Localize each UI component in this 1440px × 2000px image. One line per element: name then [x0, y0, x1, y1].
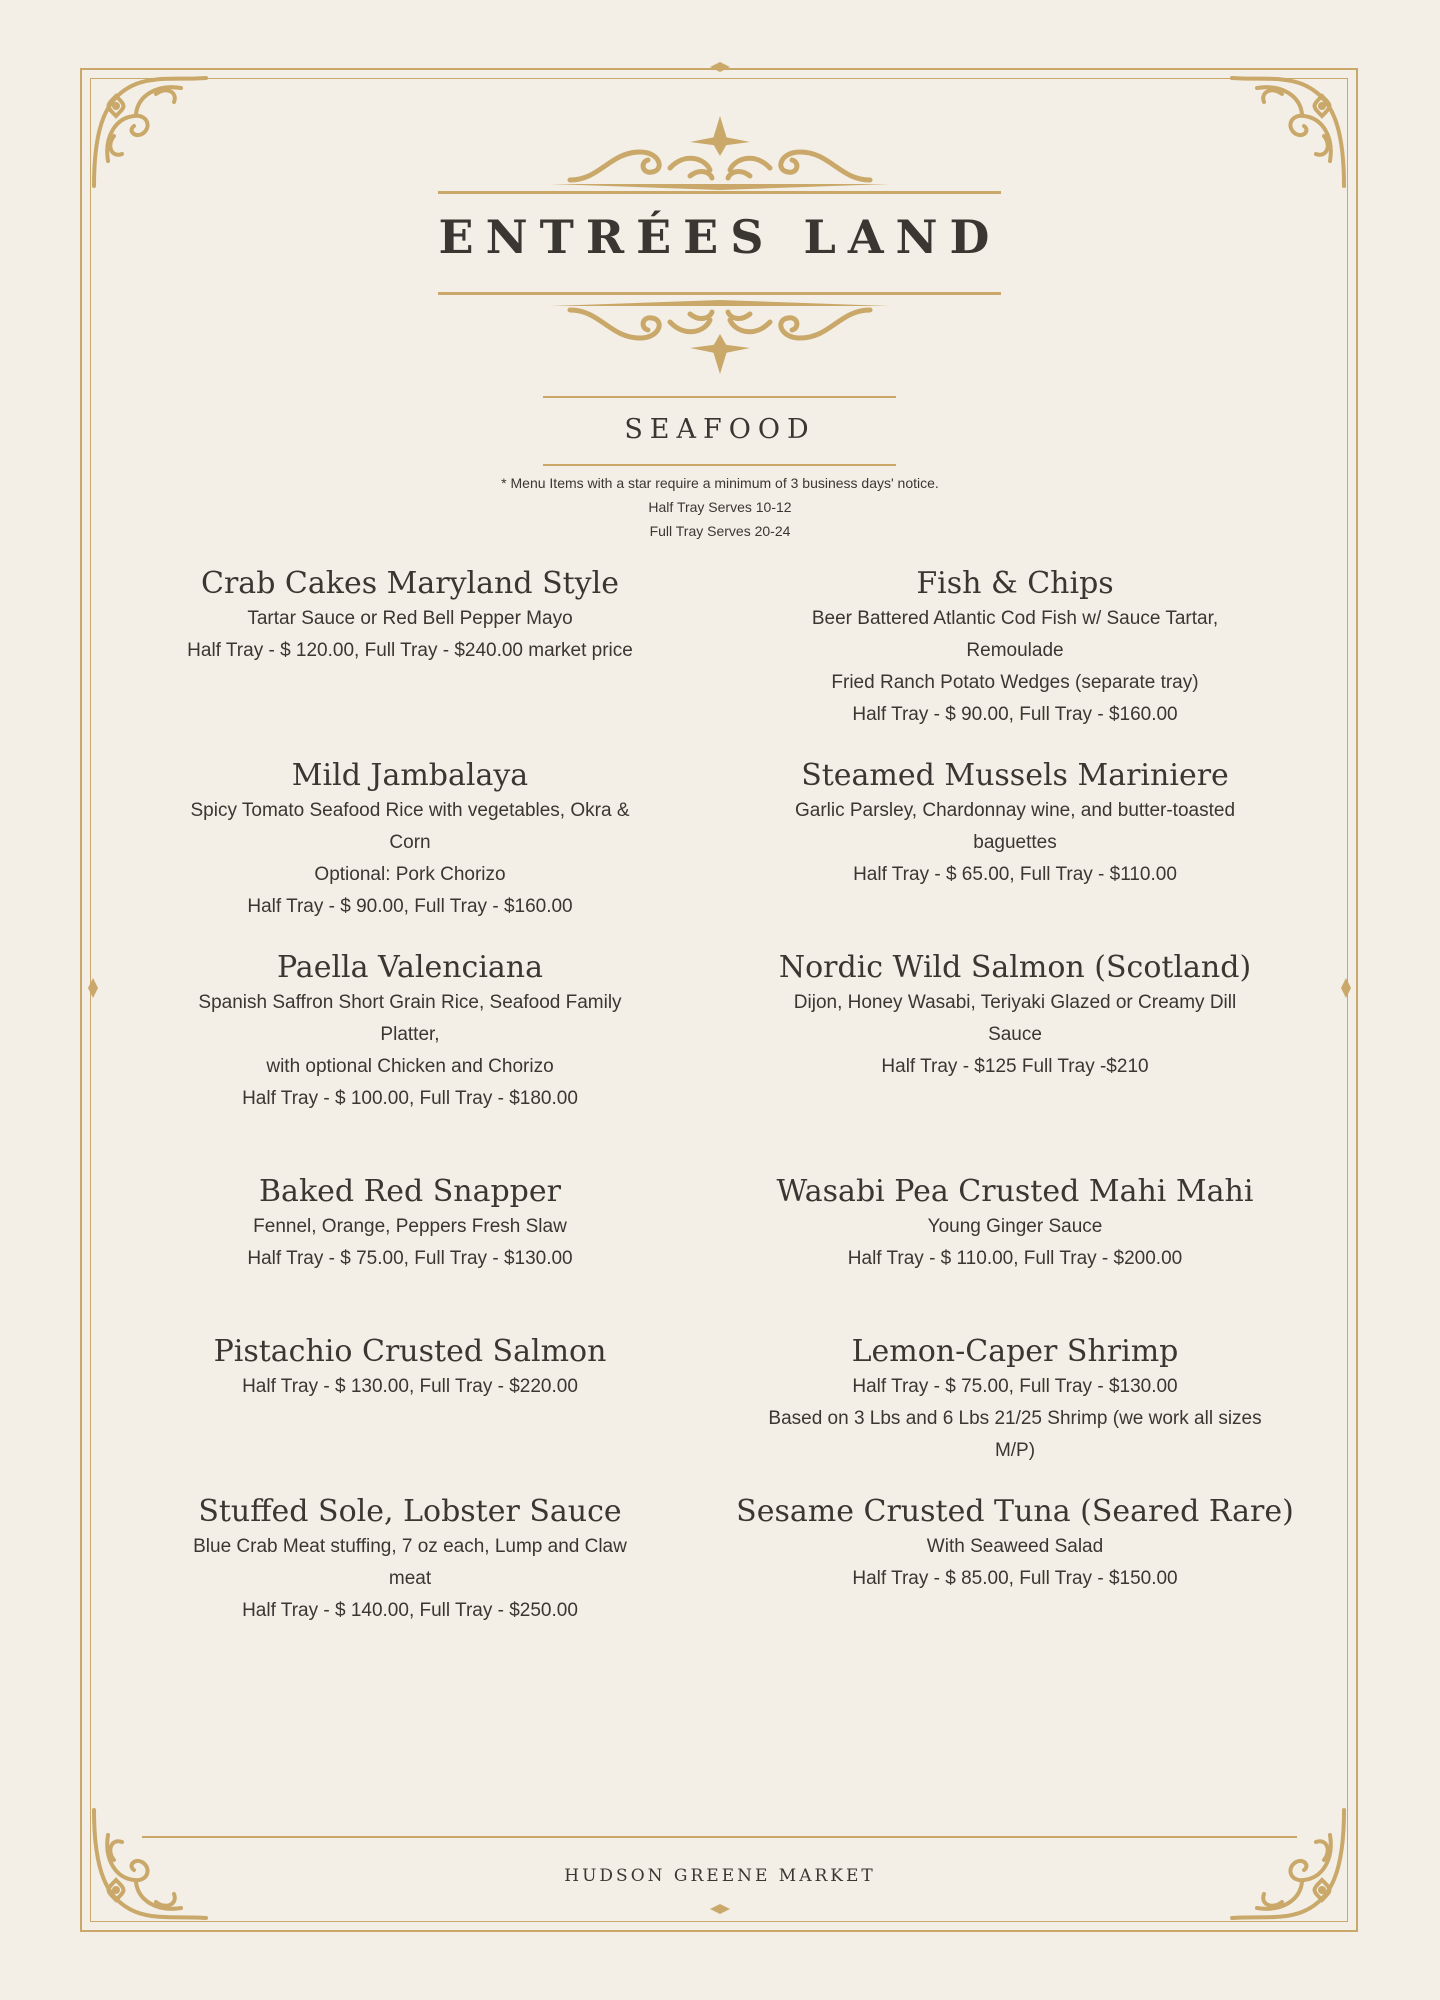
- menu-item-name: Steamed Mussels Mariniere: [801, 758, 1229, 793]
- notice-text: * Menu Items with a star require a minimum of 3 business days' notice.: [501, 475, 939, 491]
- menu-item: [735, 1493, 1295, 1595]
- menu-item-name: Pistachio Crusted Salmon: [213, 1334, 607, 1369]
- menu-item-name: Nordic Wild Salmon (Scotland): [778, 950, 1252, 985]
- half-tray-serves: Half Tray Serves 10-12: [648, 499, 792, 515]
- menu-item: [735, 949, 1295, 1083]
- menu-item: [735, 565, 1295, 731]
- menu-item-name: Paella Valenciana: [276, 950, 544, 985]
- menu-item-description: Platter,: [380, 1024, 440, 1045]
- menu-item: [735, 1333, 1295, 1467]
- menu-item: [130, 949, 690, 1115]
- menu-item-description: Beer Battered Atlantic Cod Fish w/ Sauce Tartar,: [811, 608, 1219, 629]
- section-title: SEAFOOD: [624, 414, 816, 445]
- footer-rule: [142, 1836, 1297, 1838]
- menu-item-price: Half Tray - $ 110.00, Full Tray - $200.00: [847, 1248, 1183, 1269]
- menu-item-description: meat: [388, 1568, 432, 1589]
- menu-item-description: Young Ginger Sauce: [927, 1216, 1103, 1237]
- menu-item-description: With Seaweed Salad: [926, 1536, 1104, 1557]
- menu-item-price: Half Tray - $ 90.00, Full Tray - $160.00: [852, 704, 1178, 725]
- menu-item-description: Dijon, Honey Wasabi, Teriyaki Glazed or Creamy Dill: [793, 992, 1237, 1013]
- page-title: ENTRÉES LAND: [438, 210, 1002, 264]
- menu-item: [735, 757, 1295, 891]
- menu-item-price: Half Tray - $ 90.00, Full Tray - $160.00: [247, 896, 573, 917]
- menu-item-name: Lemon-Caper Shrimp: [851, 1334, 1179, 1369]
- section-top-rule: [543, 396, 896, 398]
- menu-item: [130, 1173, 690, 1275]
- section-bottom-rule: [543, 464, 896, 466]
- menu-item: [130, 565, 690, 667]
- menu-item-description: Remoulade: [966, 640, 1064, 661]
- menu-item-name: Stuffed Sole, Lobster Sauce: [198, 1494, 622, 1529]
- menu-item-description: Fried Ranch Potato Wedges (separate tray): [831, 672, 1199, 693]
- menu-item-description: with optional Chicken and Chorizo: [266, 1056, 554, 1077]
- corner-flourish-icon: [86, 66, 216, 196]
- menu-item-price: Half Tray - $ 85.00, Full Tray - $150.00: [852, 1568, 1178, 1589]
- menu-item-price: Half Tray - $ 130.00, Full Tray - $220.00: [242, 1376, 578, 1397]
- corner-flourish-icon: [1222, 66, 1352, 196]
- menu-item-price: Half Tray - $ 65.00, Full Tray - $110.00: [853, 864, 1177, 885]
- menu-item-description: Optional: Pork Chorizo: [314, 864, 506, 885]
- menu-item-description: Spicy Tomato Seafood Rice with vegetables, Okra &: [190, 800, 630, 821]
- menu-item-description: Based on 3 Lbs and 6 Lbs 21/25 Shrimp (we work all sizes: [768, 1408, 1262, 1429]
- side-diamond-icon: [1341, 978, 1351, 998]
- footer-brand: HUDSON GREENE MARKET: [564, 1866, 876, 1886]
- bottom-diamond-icon: [710, 1904, 730, 1914]
- menu-item-price: Half Tray - $ 75.00, Full Tray - $130.00: [852, 1376, 1178, 1397]
- top-diamond-icon: [710, 62, 730, 72]
- menu-item: [735, 1173, 1295, 1275]
- menu-item-name: Crab Cakes Maryland Style: [201, 566, 619, 601]
- menu-item: [130, 1493, 690, 1627]
- menu-item-description: baguettes: [973, 832, 1057, 853]
- menu-item-price: Half Tray - $ 75.00, Full Tray - $130.00: [247, 1248, 573, 1269]
- corner-flourish-icon: [1222, 1800, 1352, 1930]
- menu-item-description: Sauce: [988, 1024, 1042, 1045]
- menu-item-description: Spanish Saffron Short Grain Rice, Seafood Family: [198, 992, 622, 1013]
- menu-item-description: Fennel, Orange, Peppers Fresh Slaw: [253, 1216, 567, 1237]
- menu-item: [130, 1333, 690, 1403]
- menu-item-name: Wasabi Pea Crusted Mahi Mahi: [776, 1174, 1254, 1209]
- menu-item-name: Baked Red Snapper: [259, 1174, 561, 1209]
- menu-item-price: Half Tray - $125 Full Tray -$210: [881, 1056, 1149, 1077]
- header-bottom-ornament-icon: [540, 298, 900, 378]
- menu-item-price: Half Tray - $ 140.00, Full Tray - $250.00: [242, 1600, 578, 1621]
- menu-item-description: Garlic Parsley, Chardonnay wine, and butter-toasted: [794, 800, 1236, 821]
- menu-item-description: Corn: [389, 832, 431, 853]
- title-bottom-rule: [438, 292, 1001, 295]
- menu-item-name: Sesame Crusted Tuna (Seared Rare): [736, 1494, 1294, 1529]
- title-top-rule: [438, 191, 1001, 194]
- menu-item-description: M/P): [994, 1440, 1036, 1461]
- corner-flourish-icon: [86, 1800, 216, 1930]
- header-top-ornament-icon: [540, 112, 900, 192]
- menu-item-name: Fish & Chips: [916, 566, 1114, 601]
- menu-item-name: Mild Jambalaya: [291, 758, 529, 793]
- menu-item-price: Half Tray - $ 120.00, Full Tray - $240.00 market price: [187, 640, 633, 661]
- menu-item: [130, 757, 690, 923]
- full-tray-serves: Full Tray Serves 20-24: [649, 523, 791, 539]
- menu-item-price: Half Tray - $ 100.00, Full Tray - $180.00: [242, 1088, 578, 1109]
- side-diamond-icon: [88, 978, 98, 998]
- menu-item-description: Tartar Sauce or Red Bell Pepper Mayo: [247, 608, 573, 629]
- menu-item-description: Blue Crab Meat stuffing, 7 oz each, Lump and Claw: [193, 1536, 627, 1557]
